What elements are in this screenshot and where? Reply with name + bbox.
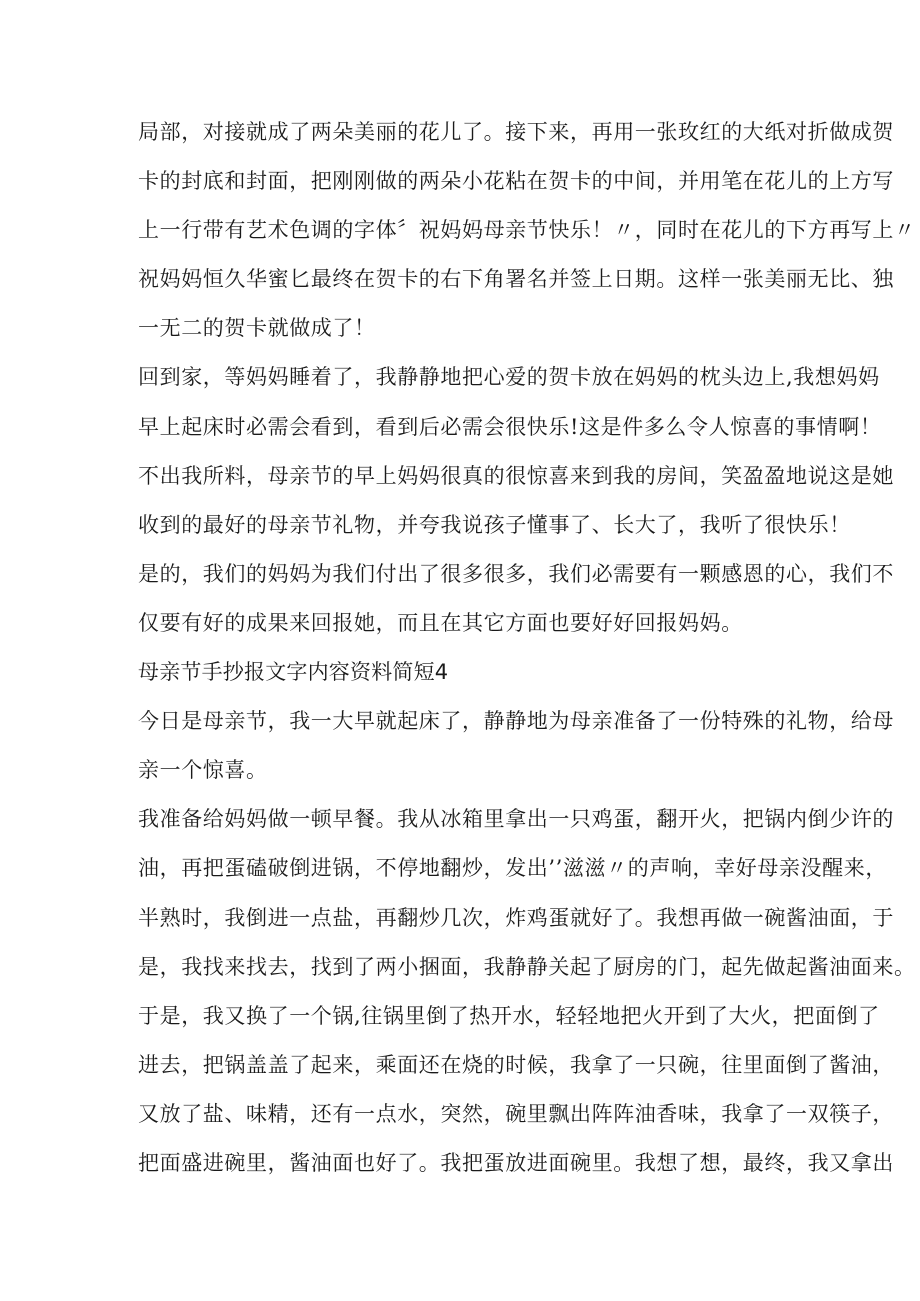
text-line: 进去，把锅盖盖了起来，乘面还在烧的时候，我拿了一只碗，往里面倒了酱油，: [138, 1052, 894, 1077]
text-line: 把面盛进碗里，酱油面也好了。我把蛋放进面碗里。我想了想，最终，我又拿出: [138, 1150, 894, 1175]
text-line: 又放了盐、味精，还有一点水，突然，碗里飘出阵阵油香味，我拿了一双筷子，: [138, 1101, 894, 1126]
text-line: 一无二的贺卡就做成了！: [138, 316, 376, 341]
text-line: 早上起床时必需会看到，看到后必需会很快乐!这是件多么令人惊喜的事情啊！: [138, 414, 882, 439]
text-line: 祝妈妈恒久华蜜匕最终在贺卡的右下角署名并签上日期。这样一张美丽无比、独: [138, 267, 894, 292]
text-line: 仅要有好的成果来回报她，而且在其它方面也要好好回报妈妈。: [138, 610, 743, 635]
text-line: 今日是母亲节，我一大早就起床了，静静地为母亲准备了一份特殊的礼物，给母: [138, 709, 894, 734]
text-line: 不出我所料，母亲节的早上妈妈很真的很惊喜来到我的房间，笑盈盈地说这是她: [138, 463, 894, 488]
text-line: 于是，我又换了一个锅,往锅里倒了热开水，轻轻地把火开到了大火，把面倒了: [138, 1003, 880, 1028]
text-line: 收到的最好的母亲节礼物，并夸我说孩子懂事了、长大了，我听了很快乐！: [138, 512, 851, 537]
text-line: 上一行带有艺术色调的字体〞祝妈妈母亲节快乐！〃，同时在花儿的下方再写上〃: [138, 218, 916, 243]
text-line: 油，再把蛋磕破倒进锅，不停地翻炒，发出’’滋滋〃的声响，幸好母亲没醒来，: [138, 856, 887, 881]
text-line: 回到家，等妈妈睡着了，我静静地把心爱的贺卡放在妈妈的枕头边上,我想妈妈: [138, 365, 880, 390]
text-line: 亲一个惊喜。: [138, 758, 268, 783]
text-line: 是的，我们的妈妈为我们付出了很多很多，我们必需要有一颗感恩的心，我们不: [138, 561, 894, 586]
document-body: [138, 116, 916, 1196]
text-line: 我准备给妈妈做一顿早餐。我从冰箱里拿出一只鸡蛋，翻开火，把锅内倒少许的: [138, 807, 894, 832]
text-line: 半熟时，我倒进一点盐，再翻炒几次，炸鸡蛋就好了。我想再做一碗酱油面，于: [138, 905, 894, 930]
text-line: 卡的封底和封面，把刚刚做的两朵小花粘在贺卡的中间，并用笔在花儿的上方写: [138, 169, 894, 194]
text-line: 是，我找来找去，找到了两小捆面，我静静关起了厨房的门，起先做起酱油面来。: [138, 954, 916, 979]
section-heading: 母亲节手抄报文字内容资料简短4: [138, 660, 449, 685]
text-line: 局部，对接就成了两朵美丽的花儿了。接下来，再用一张玫红的大纸对折做成贺: [138, 120, 894, 144]
